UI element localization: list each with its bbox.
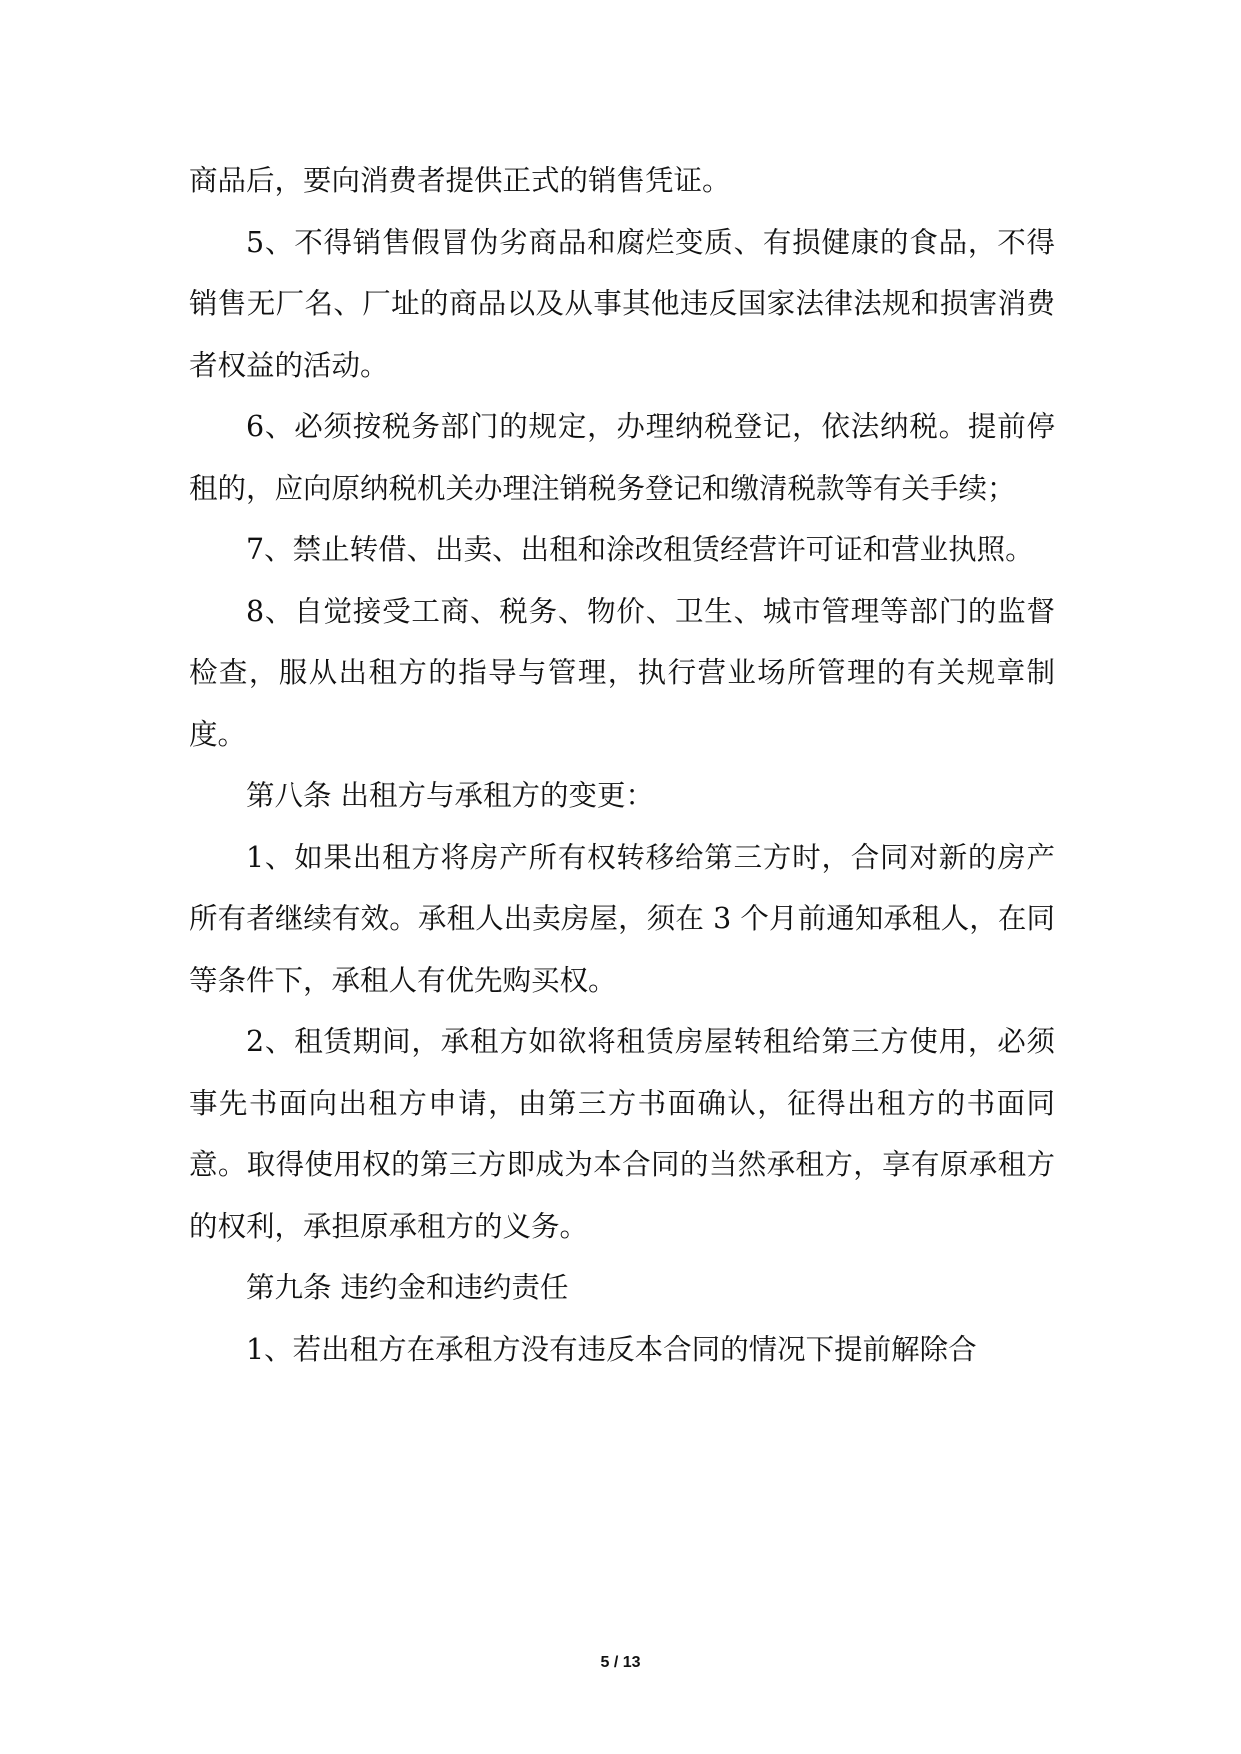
- paragraph: 1、若出租方在承租方没有违反本合同的情况下提前解除合: [246, 1332, 977, 1366]
- body-text: [189, 150, 1055, 1380]
- paragraph: 商品后，要向消费者提供正式的销售凭证。: [189, 164, 731, 197]
- section-heading: 第八条 出租方与承租方的变更：: [246, 779, 655, 812]
- paragraph: 8、自觉接受工商、税务、物价、卫生、城市管理等部门的监督检查，服从出租方的指导与管理，执行营业场所管理的有关规章制度。: [189, 594, 1055, 751]
- paragraph: 2、租赁期间，承租方如欲将租赁房屋转租给第三方使用，必须事先书面向出租方申请，由第三方书面确认，征得出租方的书面同意。取得使用权的第三方即成为本合同的当然承租方，享有原承租方的权利，承担原承租方的义务。: [189, 1025, 1055, 1243]
- paragraph: 6、必须按税务部门的规定，办理纳税登记，依法纳税。提前停租的，应向原纳税机关办理注销税务登记和缴清税款等有关手续；: [189, 410, 1055, 505]
- section-heading: 第九条 违约金和违约责任: [246, 1271, 569, 1304]
- page-number: 5 / 13: [600, 1654, 641, 1671]
- paragraph: 5、不得销售假冒伪劣商品和腐烂变质、有损健康的食品，不得销售无厂名、厂址的商品以及从事其他违反国家法律法规和损害消费者权益的活动。: [189, 225, 1055, 382]
- paragraph: 7、禁止转借、出卖、出租和涂改租赁经营许可证和营业执照。: [246, 533, 1034, 566]
- paragraph: 1、如果出租方将房产所有权转移给第三方时，合同对新的房产所有者继续有效。承租人出卖房屋，须在 3 个月前通知承租人，在同等条件下，承租人有优先购买权。: [189, 840, 1055, 997]
